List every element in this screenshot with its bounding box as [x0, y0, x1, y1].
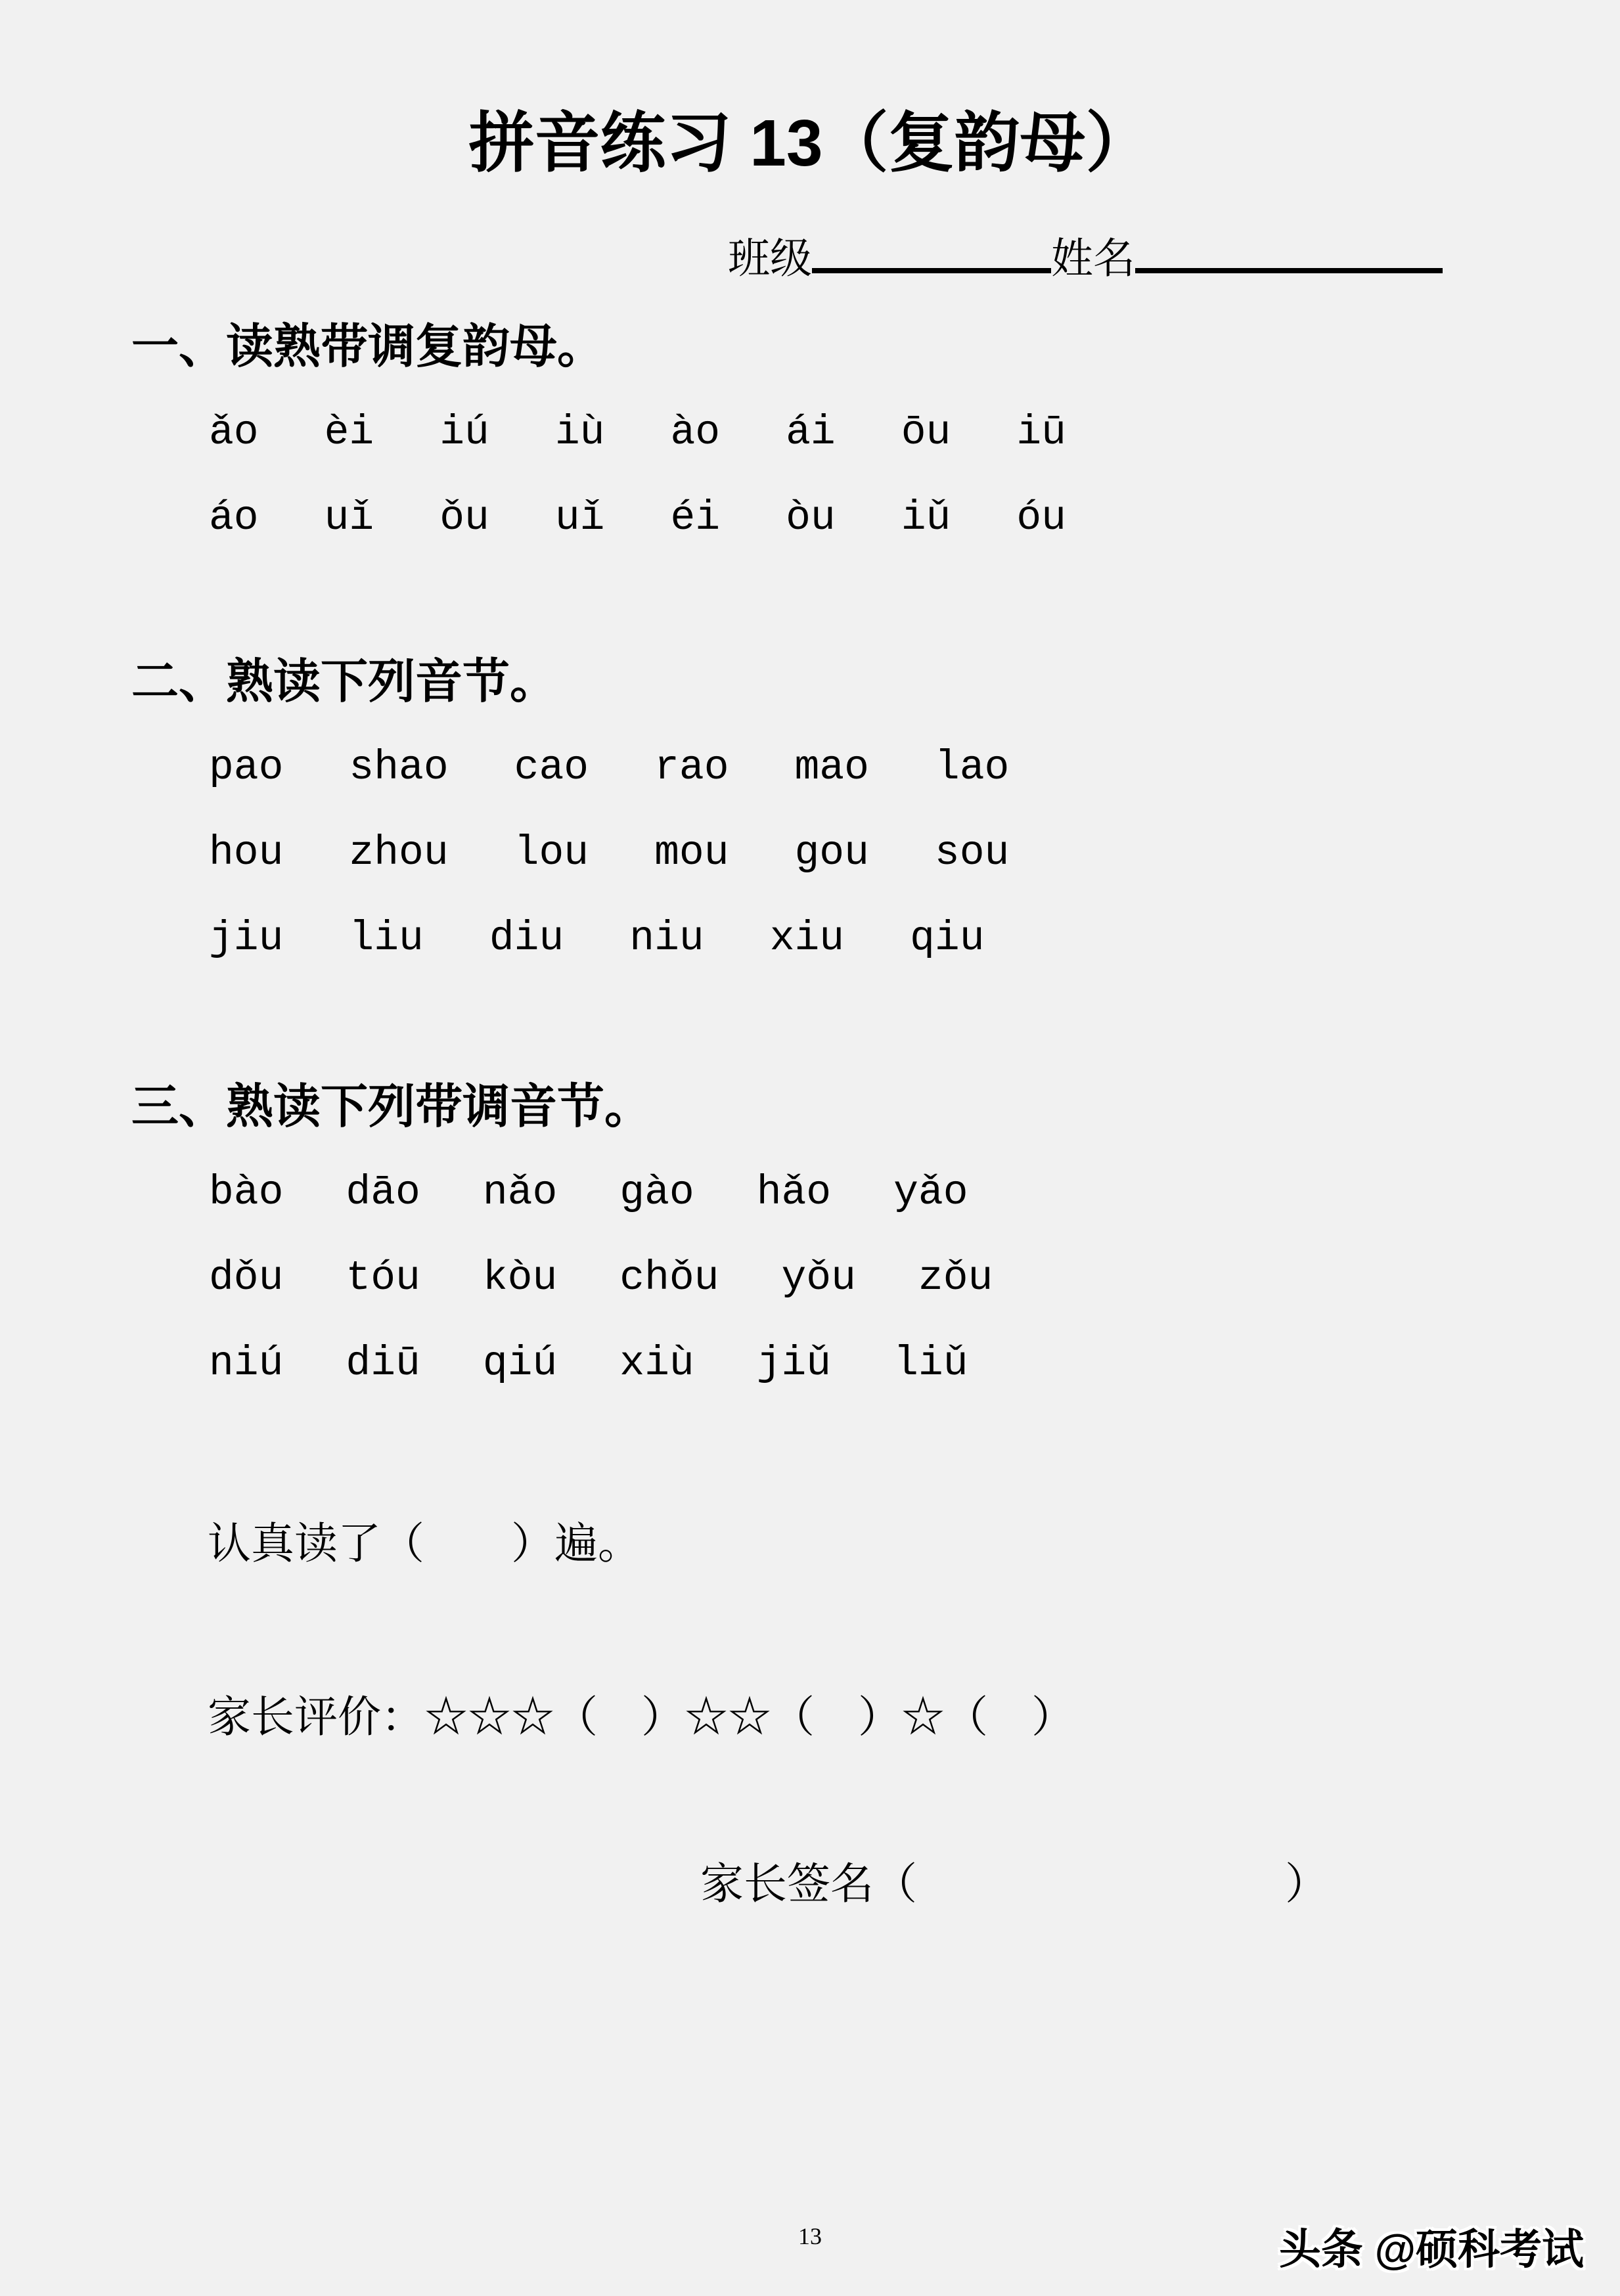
syllable: lou [514, 830, 589, 877]
syllable: ào [670, 409, 721, 457]
name-label: 姓名 [1051, 235, 1135, 282]
syllable: niu [629, 915, 704, 962]
pinyin-row [209, 476, 1620, 561]
syllable: hǎo [756, 1169, 832, 1217]
section-1 [0, 320, 1620, 561]
syllable: diū [346, 1340, 420, 1387]
section-1-rows [209, 390, 1620, 561]
syllable: áo [209, 495, 259, 542]
section-3-heading: 三、熟读下列带调音节。 [131, 1080, 652, 1133]
syllable: shao [349, 744, 449, 792]
syllable: éi [670, 495, 721, 542]
syllable: zhou [349, 830, 449, 877]
pinyin-row [209, 1236, 1620, 1321]
section-2-heading: 二、熟读下列音节。 [131, 655, 558, 708]
syllable: kòu [482, 1255, 558, 1302]
syllable: ǎo [209, 409, 259, 457]
syllable: nǎo [482, 1169, 558, 1217]
section-3-rows [209, 1150, 1620, 1407]
pinyin-row [209, 725, 1620, 811]
syllable: iù [554, 409, 605, 457]
syllable: ǒu [439, 495, 489, 542]
syllable: uǐ [554, 495, 605, 542]
syllable: tóu [346, 1255, 420, 1302]
page-number: 13 [798, 2223, 822, 2249]
syllable: bào [209, 1169, 284, 1217]
class-label: 班级 [728, 235, 812, 282]
syllable: dǒu [209, 1255, 284, 1302]
syllable: iū [1016, 409, 1066, 457]
section-1-heading: 一、读熟带调复韵母。 [131, 320, 605, 373]
syllable: sou [934, 830, 1010, 877]
syllable: chǒu [619, 1255, 719, 1302]
pinyin-row [209, 1321, 1620, 1407]
parent-signature-suffix: ） [1285, 1860, 1328, 1909]
watermark: 头条 @硕科考试 [1278, 2226, 1584, 2273]
syllable: ōu [901, 409, 951, 457]
syllable: jiǔ [756, 1340, 832, 1387]
parent-rating-line: 家长评价：☆☆☆（ ）☆☆（ ）☆（ ） [208, 1694, 1075, 1742]
parent-signature-prefix: 家长签名（ [700, 1860, 917, 1909]
section-2 [0, 655, 1620, 981]
syllable: rao [654, 744, 729, 792]
syllable: liǔ [893, 1340, 968, 1387]
syllable: niú [209, 1340, 284, 1387]
syllable: èi [324, 409, 374, 457]
syllable: yǎo [893, 1169, 968, 1217]
syllable: yǒu [781, 1255, 856, 1302]
syllable: cao [514, 744, 589, 792]
pinyin-row [209, 390, 1620, 476]
syllable: hou [209, 830, 284, 877]
syllable: uǐ [324, 495, 374, 542]
syllable: dāo [346, 1169, 420, 1217]
syllable: xiu [769, 915, 845, 962]
syllable: mao [794, 744, 869, 792]
syllable: mou [654, 830, 729, 877]
read-count-line: 认真读了（ ）遍。 [208, 1519, 641, 1568]
syllable: ái [786, 409, 836, 457]
section-2-rows [209, 725, 1620, 981]
syllable: gào [619, 1169, 694, 1217]
class-blank [812, 230, 1051, 273]
syllable: diu [489, 915, 564, 962]
pinyin-row [209, 1150, 1620, 1236]
class-name-line [728, 230, 1620, 282]
syllable: liu [349, 915, 424, 962]
syllable: pao [209, 744, 284, 792]
syllable: zǒu [918, 1255, 993, 1302]
name-blank [1135, 230, 1443, 273]
syllable: xiù [619, 1340, 694, 1387]
syllable: iú [439, 409, 489, 457]
syllable: lao [934, 744, 1010, 792]
parent-signature-line [700, 1858, 1620, 1910]
syllable: iǔ [901, 495, 951, 542]
syllable: jiu [209, 915, 284, 962]
syllable: qiú [482, 1340, 558, 1387]
syllable: òu [786, 495, 836, 542]
syllable: qiu [910, 915, 985, 962]
pinyin-row [209, 811, 1620, 896]
syllable: gou [794, 830, 869, 877]
pinyin-row [209, 896, 1620, 981]
section-3 [0, 1080, 1620, 1407]
syllable: óu [1016, 495, 1066, 542]
worksheet-title: 拼音练习 13（复韵母） [468, 106, 1152, 180]
